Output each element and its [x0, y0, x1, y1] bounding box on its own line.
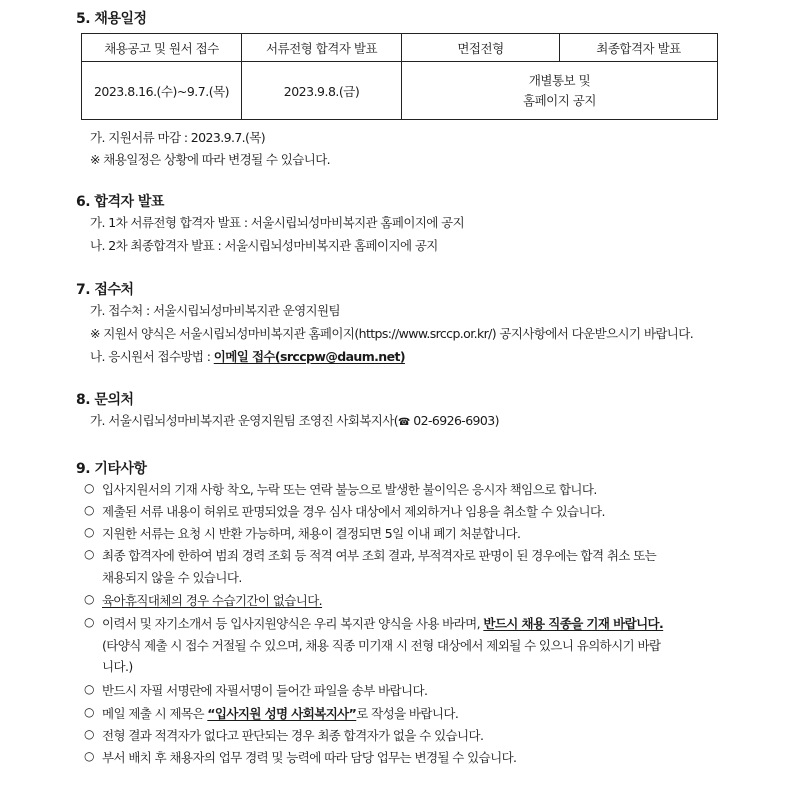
submission-method-label: 나. 응시원서 접수방법 :	[90, 349, 214, 364]
header-cell: 면접전형	[402, 34, 560, 62]
merged-cell-line: 홈페이지 공지	[523, 92, 596, 108]
deadline-line: 가. 지원서류 마감 : 2023.9.7.(목)	[90, 130, 266, 145]
bullet-icon: ○	[84, 592, 95, 606]
schedule-note: ※ 채용일정은 상황에 따라 변경될 수 있습니다.	[90, 152, 331, 167]
list-item: 전형 결과 적격자가 없다고 판단되는 경우 최종 합격자가 없을 수 있습니다.	[102, 728, 484, 743]
table-cell: 2023.9.8.(금)	[242, 62, 402, 120]
bullet-icon: ○	[84, 749, 95, 763]
section-6-title: 6. 합격자 발표	[76, 194, 164, 210]
list-item: 반드시 자필 서명란에 자필서명이 들어간 파일을 송부 바랍니다.	[102, 683, 428, 698]
list-item-continuation: (타양식 제출 시 접수 거절될 수 있으며, 채용 직종 미기재 시 전형 대상에서 제외될 수 있으니 유의하시기 바랍	[102, 638, 661, 653]
phone-icon: ☎	[398, 417, 410, 428]
header-cell: 채용공고 및 원서 접수	[82, 34, 242, 62]
section-9-title: 9. 기타사항	[76, 461, 147, 477]
list-item: 육아휴직대체의 경우 수습기간이 없습니다.	[102, 593, 323, 608]
list-item-continuation: 채용되지 않을 수 있습니다.	[102, 570, 242, 585]
schedule-row	[82, 62, 718, 120]
contact-line	[90, 411, 499, 429]
merged-cell-line: 개별통보 및	[528, 72, 591, 88]
submission-method-line	[90, 347, 405, 365]
list-item-text: 이력서 및 자기소개서 등 입사지원양식은 우리 복지관 양식을 사용 바라며,	[102, 616, 484, 631]
list-item	[102, 614, 663, 632]
list-item: 지원한 서류는 요청 시 반환 가능하며, 채용이 결정되면 5일 이내 폐기 처분합니다.	[102, 526, 521, 541]
bullet-icon: ○	[84, 682, 95, 696]
list-item-emphasis: “입사지원 성명 사회복지사”	[207, 706, 357, 721]
bullet-icon: ○	[84, 615, 95, 629]
merged-cell	[402, 62, 718, 120]
bullet-icon: ○	[84, 727, 95, 741]
list-item-emphasis: 반드시 채용 직종을 기재 바랍니다.	[483, 616, 664, 631]
list-item: 최종 합격자에 한하여 범죄 경력 조회 등 적격 여부 조회 결과, 부적격자로 판명이 된 경우에는 합격 취소 또는	[102, 548, 657, 563]
form-download-note: ※ 지원서 양식은 서울시립뇌성마비복지관 홈페이지(https://www.srccp.or.kr/) 공지사항에서 다운받으시기 바랍니다.	[90, 326, 694, 341]
header-cell: 최종합격자 발표	[560, 34, 718, 62]
section-8-title: 8. 문의처	[76, 392, 134, 408]
schedule-table	[81, 33, 718, 120]
list-item: 부서 배치 후 채용자의 업무 경력 및 능력에 따라 담당 업무는 변경될 수 있습니다.	[102, 750, 517, 765]
bullet-icon: ○	[84, 503, 95, 517]
announce-line-1: 가. 1차 서류전형 합격자 발표 : 서울시립뇌성마비복지관 홈페이지에 공지	[90, 215, 465, 230]
bullet-icon: ○	[84, 547, 95, 561]
section-7-title: 7. 접수처	[76, 282, 134, 298]
list-item: 입사지원서의 기재 사항 착오, 누락 또는 연락 불능으로 발생한 불이익은 응시자 책임으로 합니다.	[102, 482, 597, 497]
table-cell: 2023.8.16.(수)~9.7.(목)	[82, 62, 242, 120]
schedule-header-row	[82, 34, 718, 62]
list-item-text: 메일 제출 시 제목은	[102, 706, 208, 721]
section-5-title: 5. 채용일정	[76, 11, 147, 27]
announce-line-2: 나. 2차 최종합격자 발표 : 서울시립뇌성마비복지관 홈페이지에 공지	[90, 238, 438, 253]
list-item-continuation: 니다.)	[102, 659, 133, 674]
reception-line: 가. 접수처 : 서울시립뇌성마비복지관 운영지원팀	[90, 303, 340, 318]
list-item	[102, 704, 458, 722]
header-cell: 서류전형 합격자 발표	[242, 34, 402, 62]
bullet-icon: ○	[84, 525, 95, 539]
bullet-icon: ○	[84, 705, 95, 719]
phone-number: 02-6926-6903)	[409, 413, 499, 428]
contact-text: 가. 서울시립뇌성마비복지관 운영지원팀 조영진 사회복지사(	[90, 413, 399, 428]
bullet-icon: ○	[84, 481, 95, 495]
list-item: 제출된 서류 내용이 허위로 판명되었을 경우 심사 대상에서 제외하거나 임용을 취소할 수 있습니다.	[102, 504, 605, 519]
email-submission-link[interactable]: 이메일 접수(srccpw@daum.net)	[213, 349, 405, 364]
list-item-text: 로 작성을 바랍니다.	[356, 706, 459, 721]
